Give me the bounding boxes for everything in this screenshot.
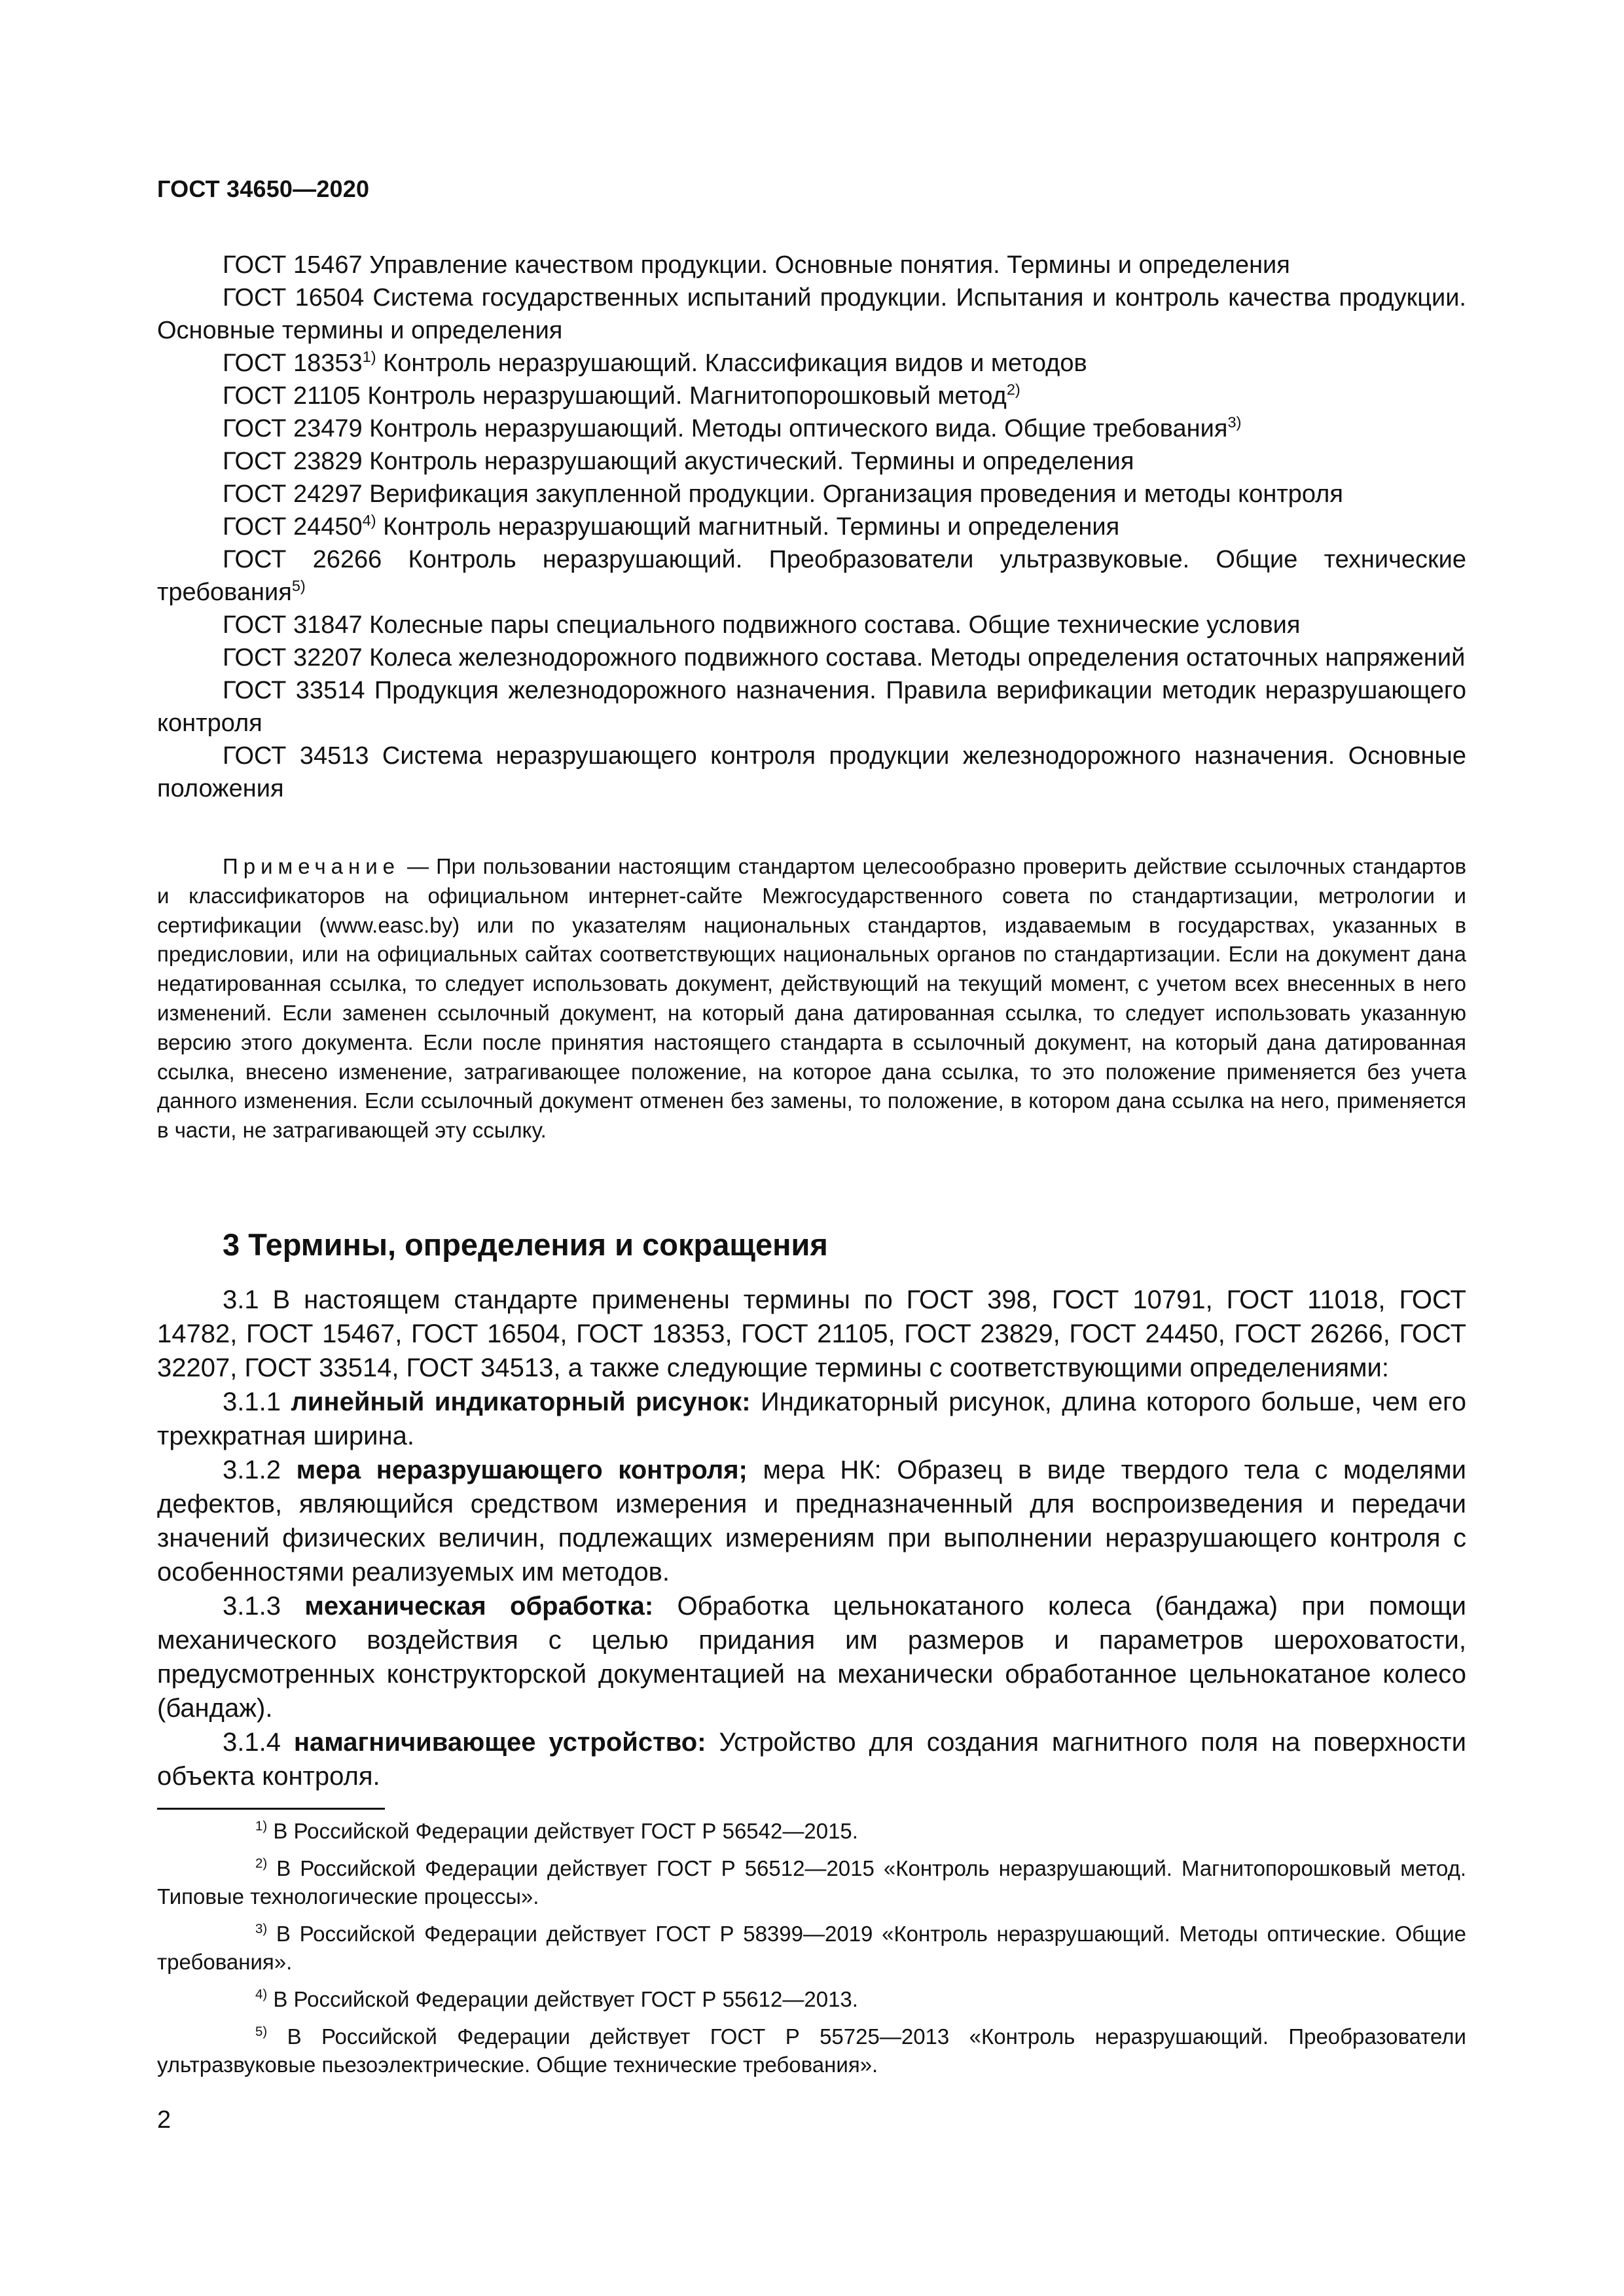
note-text: — При пользовании настоящим стандартом целесообразно проверить действие ссылочных стандартов и классификаторов на официальном интернет-сайте Межгосударственного совета по стандартизации, метрологии и сертификации (www.easc.by) или по указателям национальных стандартов, издаваемым в государствах, указанных в предисловии, или на официальных сайтах соответствующих национальных органов по стандартизации. Если на документ дана недатированная ссылка, то следует использовать документ, действующий на текущий момент, с учетом всех внесенных в него изменений. Если заменен ссылочный документ, на который дана датированная ссылка, то следует использовать указанную версию этого документа. Если после принятия настоящего стандарта в ссылочный документ, на который дана датированная ссылка, внесено изменение, затрагивающее положение, на которое дана ссылка, то это положение применяется без учета данного изменения. Если ссылочный документ отменен без замены, то положение, в котором дана ссылка на него, применяется в части, не затрагивающей эту ссылку. xyxy=(157,854,1466,1143)
term-entry: 3.1.1 линейный индикаторный рисунок: Индикаторный рисунок, длина которого больше, чем его трехкратная ширина. xyxy=(157,1388,1467,1450)
footnote-item: $^{4)}$ В Российской Федерации действует ГОСТ Р 55612—2013. xyxy=(255,1986,858,2011)
footnote-item: $^{2)}$ В Российской Федерации действует ГОСТ Р 56512—2015 «Контроль неразрушающий. Магнитопорошковый метод. Типовые технологические процессы». xyxy=(157,1856,1466,1909)
footnote-ref: 5) xyxy=(291,577,306,594)
term-entry: 3.1.2 мера неразрушающего контроля; мера НК: Образец в виде твердого тела с моделями дефектов, являющийся средством измерения и предназначенный для воспроизведения и передачи значений физических величин, подлежащих измерениям при выполнении неразрушающего контроля с особенностями реализуемых им методов. xyxy=(157,1456,1467,1587)
reference-item: ГОСТ 33514 Продукция железнодорожного назначения. Правила верификации методик неразрушающего контроля xyxy=(157,677,1466,737)
footnote-item: $^{1)}$ В Российской Федерации действует ГОСТ Р 56542—2015. xyxy=(255,1818,858,1843)
page-number: 2 xyxy=(157,2106,171,2134)
term-name: линейный индикаторный рисунок: xyxy=(291,1388,751,1416)
footnote-ref: 1) xyxy=(362,348,376,365)
term-name: намагничивающее устройство: xyxy=(293,1728,706,1757)
reference-item: ГОСТ 23479 Контроль неразрушающий. Методы оптического вида. Общие требования$^{3)}$ xyxy=(223,413,1242,442)
footnote-ref: 3) xyxy=(1227,413,1242,431)
normative-references-list xyxy=(157,249,1466,805)
reference-item: ГОСТ 32207 Колеса железнодорожного подвижного состава. Методы определения остаточных напряжений xyxy=(223,644,1466,672)
reference-item: ГОСТ 31847 Колесные пары специального подвижного состава. Общие технические условия xyxy=(223,611,1301,639)
footnote-ref: 2) xyxy=(1006,380,1020,398)
section-heading: 3 Термины, определения и сокращения xyxy=(223,1227,828,1262)
footnote-divider xyxy=(157,1808,385,1810)
footnote-ref: 4) xyxy=(362,511,376,529)
term-name: мера неразрушающего контроля; xyxy=(296,1456,748,1484)
reference-item: ГОСТ 24450$^{4)}$ Контроль неразрушающий магнитный. Термины и определения xyxy=(223,511,1120,541)
references-note xyxy=(157,852,1466,1145)
note-label: Примечание xyxy=(223,854,401,878)
reference-item: ГОСТ 21105 Контроль неразрушающий. Магнитопорошковый метод$^{2)}$ xyxy=(223,380,1020,410)
reference-item: ГОСТ 18353$^{1)}$ Контроль неразрушающий. Классификация видов и методов xyxy=(223,348,1087,377)
reference-item: ГОСТ 24297 Верификация закупленной продукции. Организация проведения и методы контроля xyxy=(223,480,1343,508)
term-name: механическая обработка: xyxy=(304,1592,654,1621)
footnotes xyxy=(157,1817,1466,2088)
document-code-header: ГОСТ 34650—2020 xyxy=(157,175,370,202)
footnote-item: $^{5)}$ В Российской Федерации действует ГОСТ Р 55725—2013 «Контроль неразрушающий. Преобразователи ультразвуковые пьезоэлектрические. Общие технические требования». xyxy=(157,2024,1466,2077)
terms-section xyxy=(157,1283,1466,1793)
term-entry: 3.1.3 механическая обработка: Обработка цельнокатаного колеса (бандажа) при помощи механического воздействия с целью придания им размеров и параметров шероховатости, предусмотренных конструкторской документацией на механически обработанное цельнокатаное колесо (бандаж). xyxy=(157,1592,1466,1723)
reference-item: ГОСТ 16504 Система государственных испытаний продукции. Испытания и контроль качества продукции. Основные термины и определения xyxy=(157,284,1466,344)
reference-item: ГОСТ 23829 Контроль неразрушающий акустический. Термины и определения xyxy=(223,448,1134,475)
term-entry: 3.1.4 намагничивающее устройство: Устройство для создания магнитного поля на поверхности объекта контроля. xyxy=(157,1728,1466,1791)
reference-item: ГОСТ 34513 Система неразрушающего контроля продукции железнодорожного назначения. Основные положения xyxy=(157,742,1466,802)
section-intro: 3.1 В настоящем стандарте применены термины по ГОСТ 398, ГОСТ 10791, ГОСТ 11018, ГОСТ 14782, ГОСТ 15467, ГОСТ 16504, ГОСТ 18353, ГОСТ 21105, ГОСТ 23829, ГОСТ 24450, ГОСТ 26266, ГОСТ 32207, ГОСТ 33514, ГОСТ 34513, а также следующие термины с соответствующими определениями: xyxy=(157,1285,1466,1382)
reference-item: ГОСТ 15467 Управление качеством продукции. Основные понятия. Термины и определения xyxy=(223,251,1290,279)
footnote-item: $^{3)}$ В Российской Федерации действует ГОСТ Р 58399—2019 «Контроль неразрушающий. Методы оптические. Общие требования». xyxy=(157,1921,1466,1974)
reference-item: ГОСТ 26266 Контроль неразрушающий. Преобразователи ультразвуковые. Общие технические требования$^{5)}$ xyxy=(157,546,1466,606)
